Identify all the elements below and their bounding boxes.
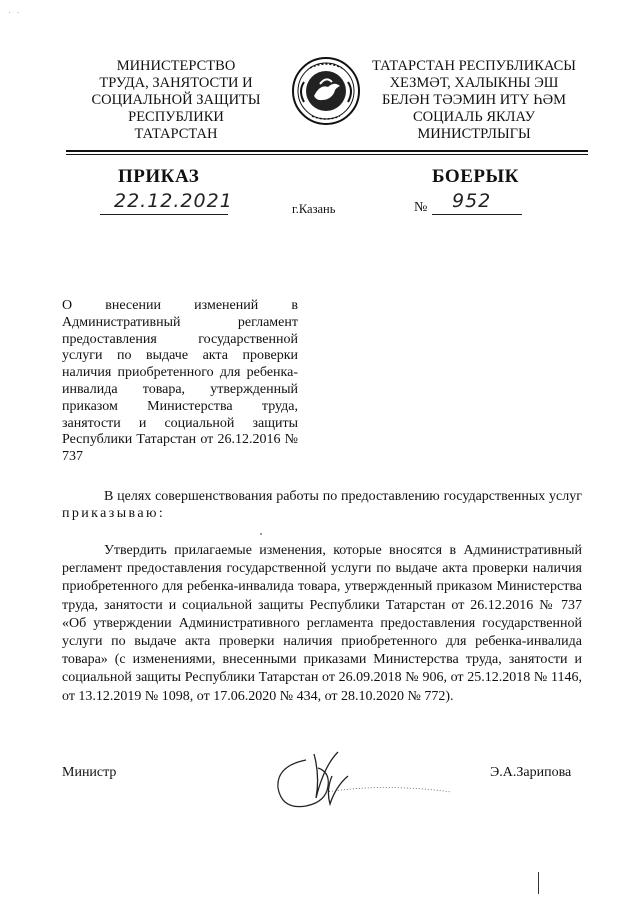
org-left-line: МИНИСТЕРСТВО <box>116 58 236 74</box>
number-prefix: № <box>414 200 428 215</box>
org-left-line: РЕСПУБЛИКИ <box>128 109 224 125</box>
header-rule-thin <box>66 154 588 155</box>
org-right-line: СОЦИАЛЬ ЯКЛАУ <box>413 109 535 125</box>
document-subject: О внесении изменений в Административный регламент предоставления государственной услуги по выдаче акта проверки наличия приобретенного для ребенка-инвалида товара, утвержденный приказом Министерства труда, занятости и социальной защиты Республики Татарстан от 26.12.2016 № 737 <box>62 298 298 465</box>
document-date: 22.12.2021 <box>114 190 233 212</box>
city: г.Казань <box>292 202 336 216</box>
preamble-colon: : <box>158 506 163 521</box>
document-number: 952 <box>452 190 492 212</box>
org-right-line: ХЕЗМӘТ, ХАЛЫКНЫ ЭШ <box>389 75 559 91</box>
doc-type-russian: ПРИКАЗ <box>118 166 200 187</box>
handwritten-signature-icon <box>266 746 456 816</box>
scan-specks: · · <box>8 8 22 17</box>
org-name-tatar <box>368 58 580 143</box>
org-left-line: ТАТАРСТАН <box>134 126 218 142</box>
order-word: приказываю <box>62 506 159 521</box>
signer-title: Министр <box>62 765 117 780</box>
doc-type-tatar: БОЕРЫК <box>432 166 519 187</box>
scan-speck <box>260 533 262 535</box>
org-left-line: СОЦИАЛЬНОЙ ЗАЩИТЫ <box>91 92 261 108</box>
header-rule-thick <box>66 150 588 152</box>
margin-mark <box>538 872 539 894</box>
org-right-line: ТАТАРСТАН РЕСПУБЛИКАСЫ <box>372 58 576 74</box>
number-underline <box>432 214 522 215</box>
tatarstan-coat-of-arms-icon <box>290 54 362 128</box>
date-underline <box>100 214 228 215</box>
org-right-line: БЕЛӘН ТӘЭМИН ИТҮ ҺӘМ <box>382 92 566 108</box>
preamble <box>62 488 582 522</box>
org-name-russian <box>60 58 292 143</box>
signer-name: Э.А.Зарипова <box>490 765 572 780</box>
order-body: Утвердить прилагаемые изменения, которые вносятся в Административный регламент предоставления государственной услуги по выдаче акта проверки наличия приобретенного для ребенка-инвалида товара, утвержденный приказом Министерства труда, занятости и социальной защиты Республики Татарстан от 26.12.2016 № 737 «Об утверждении Административного регламента предоставления государственной услуги по выдаче акта проверки наличия приобретенного для ребенка-инвалида товара» (с изменениями, внесенными приказами Министерства труда, занятости и социальной защиты Республики Татарстан от 26.09.2018 № 906, от 25.12.2018 № 1146, от 13.12.2019 № 1098, от 17.06.2020 № 434, от 28.10.2020 № 772). <box>62 543 582 704</box>
org-right-line: МИНИСТРЛЫГЫ <box>417 126 531 142</box>
org-left-line: ТРУДА, ЗАНЯТОСТИ И <box>99 75 253 91</box>
preamble-text: В целях совершенствования работы по предоставлению государственных услуг <box>104 489 582 504</box>
